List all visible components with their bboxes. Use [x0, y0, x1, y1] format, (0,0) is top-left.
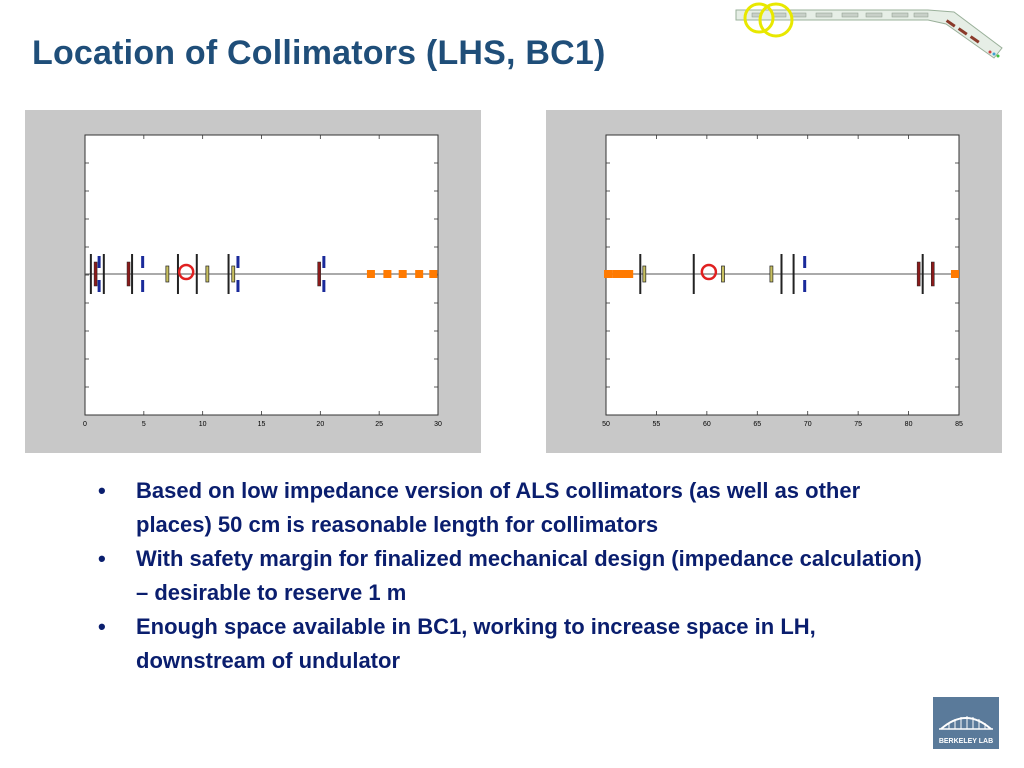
- x-tick-label: 75: [854, 421, 863, 428]
- x-tick-label: 15: [257, 421, 266, 428]
- orange-block: [367, 270, 375, 278]
- lattice-element: [131, 254, 133, 294]
- x-tick-label: 85: [955, 421, 963, 428]
- lattice-element: [318, 262, 321, 286]
- lattice-element: [141, 280, 144, 292]
- lattice-element: [90, 254, 92, 294]
- orange-block: [612, 270, 620, 278]
- orange-block: [415, 270, 423, 278]
- orange-block: [429, 270, 437, 278]
- lattice-element: [236, 256, 239, 268]
- lhs-lattice-plot: [25, 110, 481, 453]
- x-tick-label: 60: [702, 421, 711, 428]
- bc1-lattice-panel: [546, 110, 1002, 453]
- lattice-element: [232, 266, 235, 282]
- bullet-list: [98, 474, 938, 678]
- plot-area: [606, 135, 959, 415]
- lattice-element: [206, 266, 209, 282]
- orange-block: [399, 270, 407, 278]
- x-tick-label: 65: [753, 421, 762, 428]
- lattice-element: [639, 254, 641, 294]
- x-tick-label: 0: [83, 421, 87, 428]
- lattice-element: [98, 256, 101, 268]
- x-tick-label: 30: [434, 421, 442, 428]
- lattice-element: [643, 266, 646, 282]
- lattice-element: [803, 256, 806, 268]
- x-tick-label: 80: [904, 421, 913, 428]
- orange-block: [604, 270, 612, 278]
- lattice-element: [103, 254, 105, 294]
- beamline-location-map: [732, 2, 1022, 82]
- lattice-element: [770, 266, 773, 282]
- lattice-element: [228, 254, 230, 294]
- lattice-element: [780, 254, 782, 294]
- x-tick-label: 10: [198, 421, 207, 428]
- x-tick-label: 25: [375, 421, 384, 428]
- bullet-item: • Enough space available in BC1, working to increase space in LH, downstream of undulator: [98, 610, 938, 678]
- orange-block: [951, 270, 959, 278]
- x-tick-label: 55: [652, 421, 661, 428]
- bullet-item: • Based on low impedance version of ALS collimators (as well as other places) 50 cm is reasonable length for collimators: [98, 474, 938, 542]
- lattice-element: [922, 254, 924, 294]
- lattice-element: [141, 256, 144, 268]
- lattice-element: [721, 266, 724, 282]
- x-tick-label: 70: [803, 421, 812, 428]
- x-tick-label: 50: [602, 421, 610, 428]
- x-tick-label: 20: [316, 421, 325, 428]
- lattice-element: [196, 254, 198, 294]
- lattice-element: [322, 256, 325, 268]
- lattice-element: [693, 254, 695, 294]
- x-tick-label: 5: [141, 421, 146, 428]
- lattice-element: [793, 254, 795, 294]
- lattice-element: [931, 262, 934, 286]
- berkeley-lab-logo: [933, 697, 999, 749]
- lattice-element: [127, 262, 130, 286]
- bc1-lattice-plot: [546, 110, 1002, 453]
- bullet-item: • With safety margin for finalized mechanical design (impedance calculation) – desirable to reserve 1 m: [98, 542, 938, 610]
- orange-block: [625, 270, 633, 278]
- lhs-lattice-panel: [25, 110, 481, 453]
- lattice-element: [166, 266, 169, 282]
- lattice-element: [917, 262, 920, 286]
- lattice-element: [322, 280, 325, 292]
- lab-building-icon: [933, 699, 999, 739]
- lattice-element: [803, 280, 806, 292]
- lattice-element: [236, 280, 239, 292]
- slide-title: Location of Collimators (LHS, BC1): [32, 34, 606, 72]
- logo-text: BERKELEY LAB: [938, 738, 994, 745]
- orange-block: [383, 270, 391, 278]
- lattice-element: [94, 262, 97, 286]
- lattice-element: [98, 280, 101, 292]
